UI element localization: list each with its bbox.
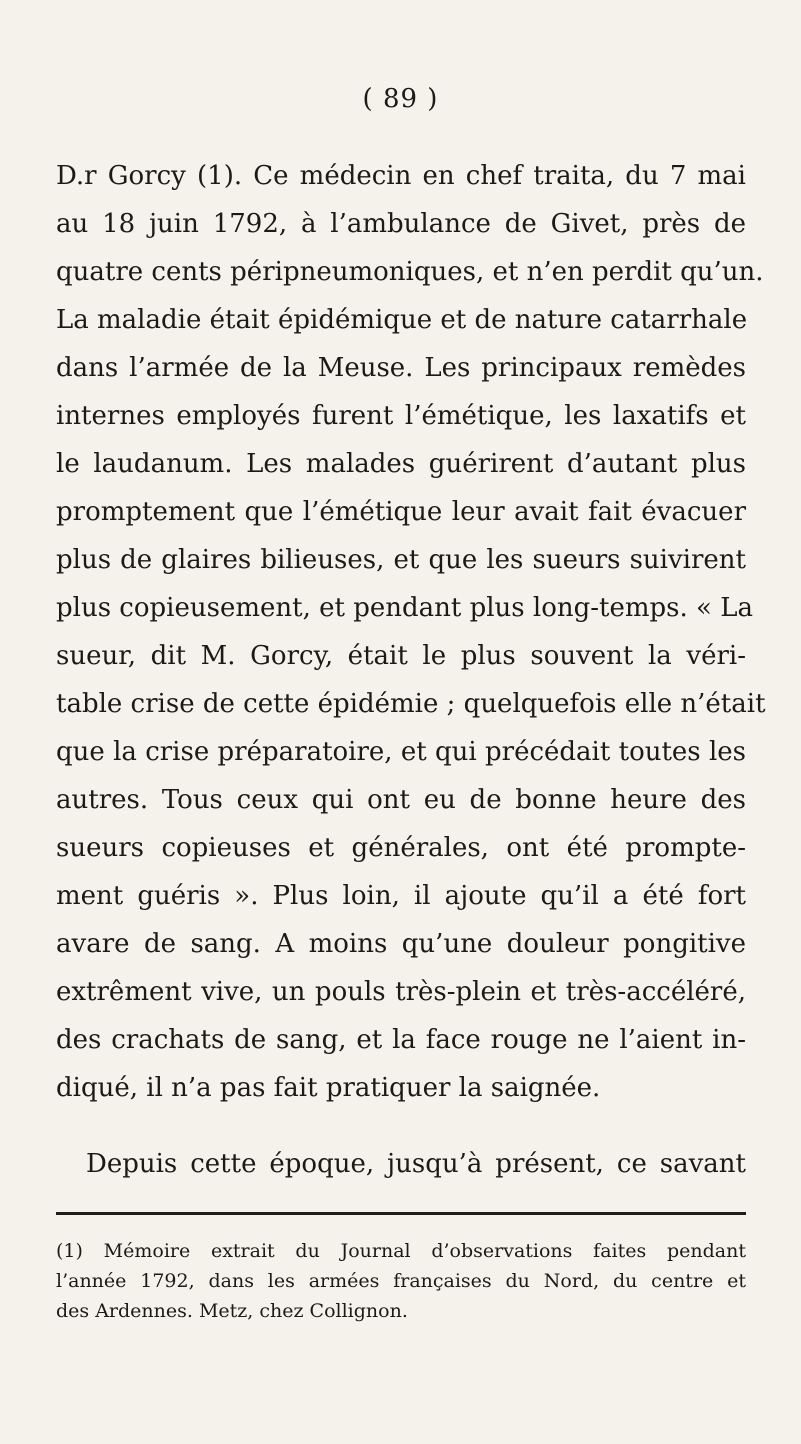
text-line: dans l’armée de la Meuse. Les principaux remèdes bbox=[56, 353, 746, 383]
text-line: extrêment vive, un pouls très-plein et très-accéléré, bbox=[56, 977, 746, 1007]
text-line: quatre cents péripneumoniques, et n’en perdit qu’un. bbox=[56, 257, 764, 287]
footnote-line: l’année 1792, dans les armées françaises du Nord, du centre et bbox=[56, 1270, 746, 1292]
text-line: autres. Tous ceux qui ont eu de bonne heure des bbox=[56, 785, 746, 815]
footnote-line: (1) Mémoire extrait du Journal d’observations faites pendant bbox=[56, 1240, 746, 1262]
footnote-line: des Ardennes. Metz, chez Collignon. bbox=[56, 1300, 408, 1322]
text-line: plus copieusement, et pendant plus long-temps. « La bbox=[56, 593, 753, 623]
text-line: Depuis cette époque, jusqu’à présent, ce savant bbox=[86, 1149, 746, 1179]
text-line: table crise de cette épidémie ; quelquefois elle n’était bbox=[56, 689, 766, 719]
text-line: diqué, il n’a pas fait pratiquer la saignée. bbox=[56, 1073, 601, 1103]
text-line: promptement que l’émétique leur avait fait évacuer bbox=[56, 497, 746, 527]
text-line: plus de glaires bilieuses, et que les sueurs suivirent bbox=[56, 545, 746, 575]
text-line: le laudanum. Les malades guérirent d’autant plus bbox=[56, 449, 746, 479]
text-line: avare de sang. A moins qu’une douleur pongitive bbox=[56, 929, 746, 959]
text-line: que la crise préparatoire, et qui précédait toutes les bbox=[56, 737, 746, 767]
text-line: internes employés furent l’émétique, les laxatifs et bbox=[56, 401, 746, 431]
text-line: D.r Gorcy (1). Ce médecin en chef traita, du 7 mai bbox=[56, 161, 746, 191]
text-line: ment guéris ». Plus loin, il ajoute qu’il a été fort bbox=[56, 881, 746, 911]
text-line: La maladie était épidémique et de nature catarrhale bbox=[56, 305, 748, 335]
text-line: des crachats de sang, et la face rouge ne l’aient in- bbox=[56, 1025, 746, 1055]
text-line: sueur, dit M. Gorcy, était le plus souvent la véri- bbox=[56, 641, 746, 671]
text-line: sueurs copieuses et générales, ont été prompte- bbox=[56, 833, 746, 863]
page-number: ( 89 ) bbox=[362, 84, 439, 114]
footnote-divider bbox=[56, 1212, 746, 1215]
text-line: au 18 juin 1792, à l’ambulance de Givet, près de bbox=[56, 209, 746, 239]
